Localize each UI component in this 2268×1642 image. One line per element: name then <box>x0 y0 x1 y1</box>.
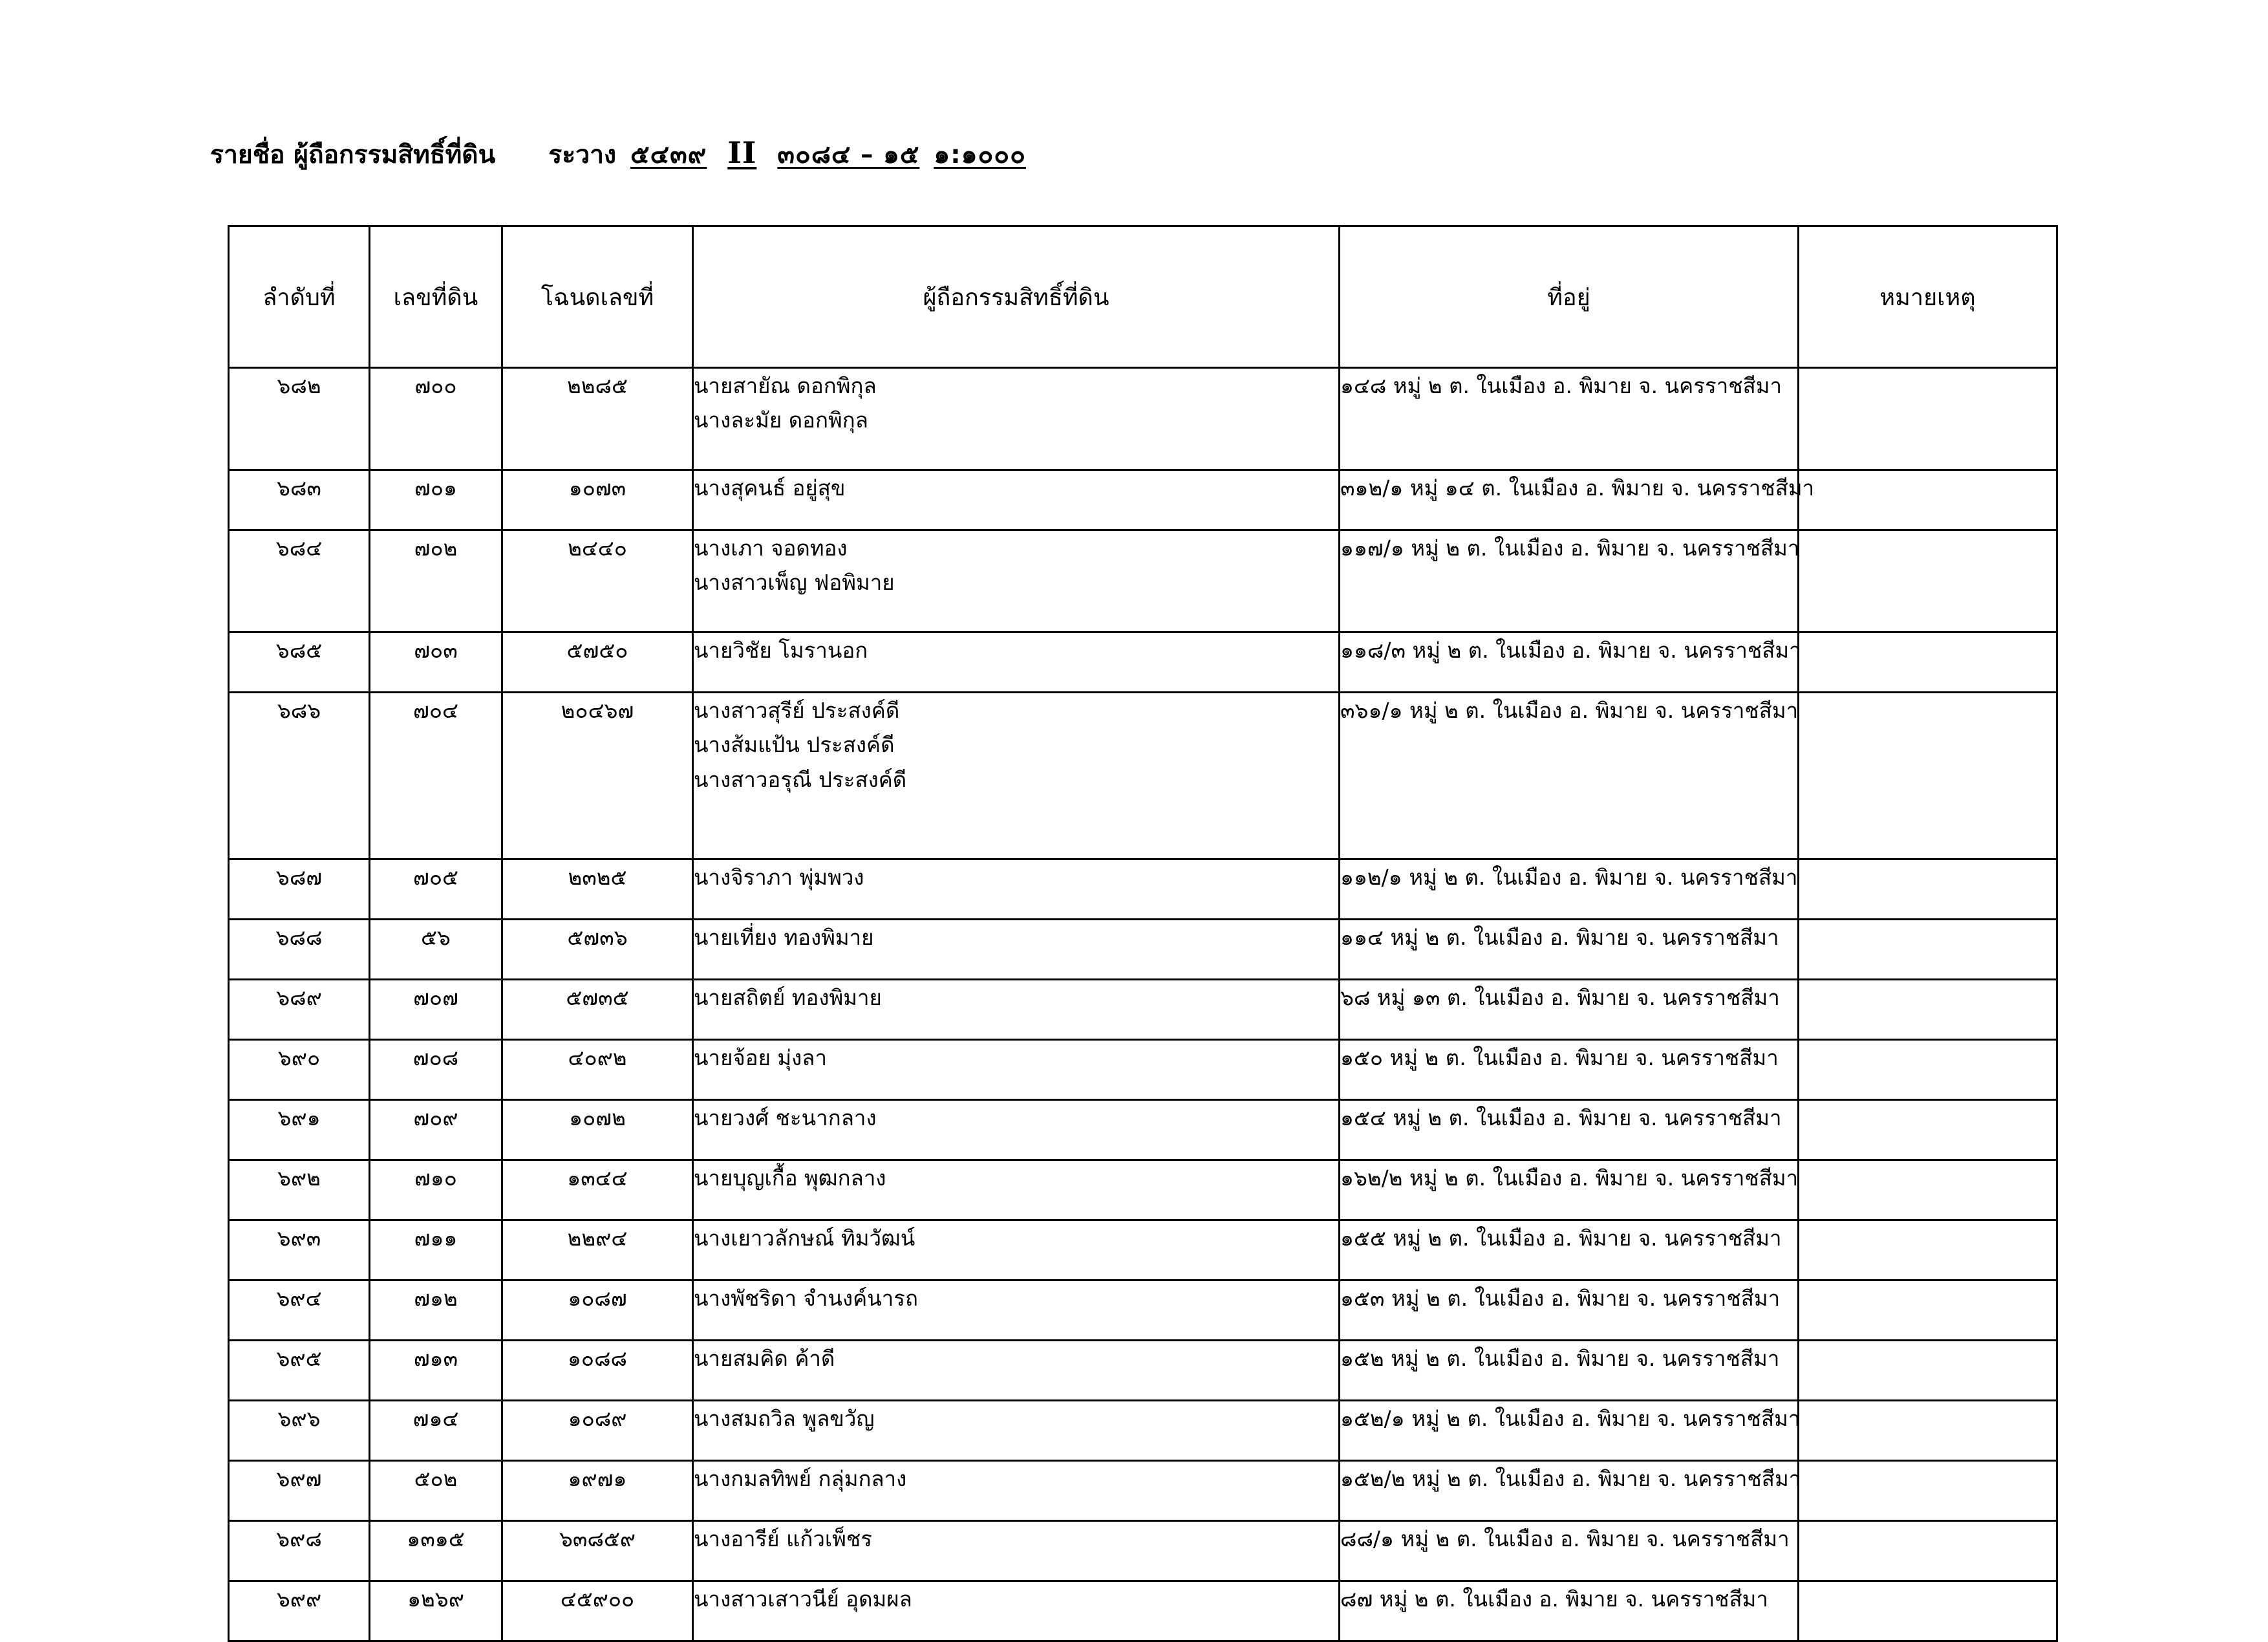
cell-address <box>1340 1461 1799 1521</box>
cell-owner <box>693 1100 1340 1160</box>
cell-deed-number: ๒๔๔๐ <box>502 530 693 632</box>
cell-parcel-number: ๗๐๙ <box>370 1100 502 1160</box>
cell-parcel-number: ๗๑๐ <box>370 1160 502 1220</box>
address-line: ๑๑๘/๓ หมู่ ๒ ต. ในเมือง อ. พิมาย จ. นครราชสีมา <box>1340 638 1801 663</box>
cell-owner <box>693 693 1340 859</box>
cell-owner <box>693 859 1340 920</box>
address-line: ๑๖๒/๒ หมู่ ๒ ต. ในเมือง อ. พิมาย จ. นครราชสีมา <box>1340 1165 1799 1191</box>
cell-note <box>1799 1100 2057 1160</box>
cell-order: ๖๙๑ <box>229 1100 370 1160</box>
cell-owner <box>693 1040 1340 1100</box>
cell-owner <box>693 1341 1340 1401</box>
column-header-owner: ผู้ถือกรรมสิทธิ์ที่ดิน <box>693 226 1340 368</box>
cell-owner <box>693 1220 1340 1280</box>
cell-owner <box>693 1401 1340 1461</box>
cell-address <box>1340 859 1799 920</box>
cell-owner <box>693 470 1340 530</box>
owner-name: นางจิราภา พุ่มพวง <box>694 865 864 890</box>
owner-name: นายสถิตย์ ทองพิมาย <box>694 985 882 1010</box>
cell-owner <box>693 368 1340 470</box>
table-row <box>229 693 2057 859</box>
owner-name: นางสุคนธ์ อยู่สุข <box>694 475 846 501</box>
cell-deed-number: ๕๗๓๖ <box>502 920 693 980</box>
column-header-deed-number: โฉนดเลขที่ <box>502 226 693 368</box>
cell-note <box>1799 859 2057 920</box>
rawang-label: ระวาง <box>548 140 617 169</box>
cell-owner <box>693 1461 1340 1521</box>
owner-name: นายวงศ์ ชะนากลาง <box>694 1105 877 1130</box>
cell-order: ๖๘๔ <box>229 530 370 632</box>
cell-note <box>1799 1280 2057 1341</box>
cell-order: ๖๙๐ <box>229 1040 370 1100</box>
cell-deed-number: ๑๐๘๗ <box>502 1280 693 1341</box>
sheet-roman-numeral: II <box>727 135 757 170</box>
cell-deed-number: ๒๓๒๕ <box>502 859 693 920</box>
cell-address <box>1340 632 1799 693</box>
table-row <box>229 1160 2057 1220</box>
cell-note <box>1799 1040 2057 1100</box>
cell-order: ๖๘๓ <box>229 470 370 530</box>
cell-parcel-number: ๗๑๔ <box>370 1401 502 1461</box>
cell-owner <box>693 1521 1340 1581</box>
owner-name: นางสาวอรุณี ประสงค์ดี <box>694 766 907 792</box>
cell-address <box>1340 1040 1799 1100</box>
cell-note <box>1799 1160 2057 1220</box>
address-line: ๑๕๐ หมู่ ๒ ต. ในเมือง อ. พิมาย จ. นครราชสีมา <box>1340 1045 1779 1070</box>
table-row <box>229 1220 2057 1280</box>
cell-order: ๖๙๙ <box>229 1581 370 1641</box>
owner-name: นางสาวสุรีย์ ประสงค์ดี <box>694 698 900 723</box>
cell-owner <box>693 530 1340 632</box>
cell-deed-number: ๒๐๔๖๗ <box>502 693 693 859</box>
cell-address <box>1340 693 1799 859</box>
cell-deed-number: ๑๐๘๙ <box>502 1401 693 1461</box>
cell-parcel-number: ๕๐๒ <box>370 1461 502 1521</box>
owner-name: นางสมถวิล พูลขวัญ <box>694 1406 875 1431</box>
cell-parcel-number: ๗๐๗ <box>370 980 502 1040</box>
cell-address <box>1340 980 1799 1040</box>
cell-parcel-number: ๗๐๓ <box>370 632 502 693</box>
column-header-order: ลำดับที่ <box>229 226 370 368</box>
address-line: ๘๘/๑ หมู่ ๒ ต. ในเมือง อ. พิมาย จ. นครราชสีมา <box>1340 1526 1790 1551</box>
table-row <box>229 1521 2057 1581</box>
address-line: ๑๕๔ หมู่ ๒ ต. ในเมือง อ. พิมาย จ. นครราชสีมา <box>1340 1105 1782 1130</box>
address-line: ๑๑๗/๑ หมู่ ๒ ต. ในเมือง อ. พิมาย จ. นครราชสีมา <box>1340 535 1800 561</box>
sheet-part: ๓๐๘๔ – ๑๕ <box>777 140 920 169</box>
document-header <box>210 135 1040 175</box>
cell-parcel-number: ๑๓๑๕ <box>370 1521 502 1581</box>
owner-name: นางละมัย ดอกพิกุล <box>694 407 868 433</box>
cell-note <box>1799 632 2057 693</box>
table-row <box>229 1100 2057 1160</box>
address-line: ๑๕๒ หมู่ ๒ ต. ในเมือง อ. พิมาย จ. นครราชสีมา <box>1340 1346 1780 1371</box>
cell-address <box>1340 1521 1799 1581</box>
cell-order: ๖๙๘ <box>229 1521 370 1581</box>
table-row <box>229 1040 2057 1100</box>
cell-address <box>1340 1581 1799 1641</box>
land-owners-table <box>228 225 2058 1642</box>
address-line: ๑๕๓ หมู่ ๒ ต. ในเมือง อ. พิมาย จ. นครราชสีมา <box>1340 1286 1781 1311</box>
owner-name: นางสาวเพ็ญ ฟอพิมาย <box>694 570 895 596</box>
cell-deed-number: ๕๗๕๐ <box>502 632 693 693</box>
table-row <box>229 1581 2057 1641</box>
owner-name: นายบุญเกื้อ พุฒกลาง <box>694 1165 886 1191</box>
table-row <box>229 470 2057 530</box>
cell-note <box>1799 1401 2057 1461</box>
cell-owner <box>693 920 1340 980</box>
address-line: ๘๗ หมู่ ๒ ต. ในเมือง อ. พิมาย จ. นครราชสีมา <box>1340 1586 1768 1612</box>
cell-address <box>1340 1160 1799 1220</box>
cell-note <box>1799 530 2057 632</box>
cell-order: ๖๘๘ <box>229 920 370 980</box>
cell-deed-number: ๑๐๗๒ <box>502 1100 693 1160</box>
cell-order: ๖๙๒ <box>229 1160 370 1220</box>
cell-note <box>1799 470 2057 530</box>
cell-address <box>1340 1341 1799 1401</box>
cell-parcel-number: ๗๑๓ <box>370 1341 502 1401</box>
cell-order: ๖๘๖ <box>229 693 370 859</box>
cell-order: ๖๙๗ <box>229 1461 370 1521</box>
address-line: ๑๕๒/๒ หมู่ ๒ ต. ในเมือง อ. พิมาย จ. นครราชสีมา <box>1340 1466 1801 1491</box>
cell-note <box>1799 368 2057 470</box>
address-line: ๓๖๑/๑ หมู่ ๒ ต. ในเมือง อ. พิมาย จ. นครราชสีมา <box>1340 698 1799 723</box>
cell-order: ๖๘๗ <box>229 859 370 920</box>
cell-deed-number: ๔๐๙๒ <box>502 1040 693 1100</box>
cell-parcel-number: ๗๐๑ <box>370 470 502 530</box>
table-row <box>229 1401 2057 1461</box>
owner-name: นางเภา จอดทอง <box>694 535 848 561</box>
cell-owner <box>693 980 1340 1040</box>
cell-order: ๖๙๓ <box>229 1220 370 1280</box>
cell-deed-number: ๑๐๘๘ <box>502 1341 693 1401</box>
cell-note <box>1799 1521 2057 1581</box>
address-line: ๑๑๒/๑ หมู่ ๒ ต. ในเมือง อ. พิมาย จ. นครราชสีมา <box>1340 865 1798 890</box>
cell-deed-number: ๑๙๗๑ <box>502 1461 693 1521</box>
column-header-address: ที่อยู่ <box>1340 226 1799 368</box>
cell-note <box>1799 1581 2057 1641</box>
owner-name: นางกมลทิพย์ กลุ่มกลาง <box>694 1466 907 1491</box>
table-row <box>229 1341 2057 1401</box>
owner-name: นางพัชริดา จำนงค์นารถ <box>694 1286 918 1311</box>
map-scale: ๑:๑๐๐๐ <box>934 140 1026 169</box>
cell-note <box>1799 1461 2057 1521</box>
cell-parcel-number: ๗๑๒ <box>370 1280 502 1341</box>
owner-name: นางอารีย์ แก้วเพ็ชร <box>694 1526 873 1551</box>
table-row <box>229 368 2057 470</box>
table-row <box>229 920 2057 980</box>
cell-owner <box>693 1581 1340 1641</box>
cell-address <box>1340 1401 1799 1461</box>
cell-order: ๖๘๒ <box>229 368 370 470</box>
cell-owner <box>693 632 1340 693</box>
address-line: ๖๘ หมู่ ๑๓ ต. ในเมือง อ. พิมาย จ. นครราชสีมา <box>1340 985 1780 1010</box>
cell-deed-number: ๖๓๘๕๙ <box>502 1521 693 1581</box>
owner-name: นายจ้อย มุ่งลา <box>694 1045 828 1070</box>
sheet-number: ๕๔๓๙ <box>630 140 707 169</box>
cell-address <box>1340 920 1799 980</box>
cell-order: ๖๘๙ <box>229 980 370 1040</box>
cell-note <box>1799 1341 2057 1401</box>
cell-parcel-number: ๗๐๒ <box>370 530 502 632</box>
cell-order: ๖๘๕ <box>229 632 370 693</box>
address-line: ๑๑๔ หมู่ ๒ ต. ในเมือง อ. พิมาย จ. นครราชสีมา <box>1340 925 1779 950</box>
owner-name: นายสมคิด ค้าดี <box>694 1346 835 1371</box>
owner-name: นางเยาวลักษณ์ ทิมวัฒน์ <box>694 1226 915 1251</box>
cell-deed-number: ๑๐๗๓ <box>502 470 693 530</box>
cell-owner <box>693 1280 1340 1341</box>
cell-deed-number: ๔๕๙๐๐ <box>502 1581 693 1641</box>
cell-deed-number: ๕๗๓๕ <box>502 980 693 1040</box>
column-header-parcel-number: เลขที่ดิน <box>370 226 502 368</box>
table-row <box>229 859 2057 920</box>
cell-order: ๖๙๔ <box>229 1280 370 1341</box>
cell-note <box>1799 980 2057 1040</box>
cell-note <box>1799 1220 2057 1280</box>
owner-name: นายวิชัย โมรานอก <box>694 638 868 663</box>
cell-parcel-number: ๗๑๑ <box>370 1220 502 1280</box>
owner-name: นางสาวเสาวนีย์ อุดมผล <box>694 1586 912 1612</box>
owner-name: นางส้มแป้น ประสงค์ดี <box>694 732 895 758</box>
cell-parcel-number: ๗๐๘ <box>370 1040 502 1100</box>
cell-note <box>1799 920 2057 980</box>
cell-order: ๖๙๕ <box>229 1341 370 1401</box>
cell-deed-number: ๒๒๙๔ <box>502 1220 693 1280</box>
cell-parcel-number: ๗๐๔ <box>370 693 502 859</box>
column-header-note: หมายเหตุ <box>1799 226 2057 368</box>
address-line: ๑๕๒/๑ หมู่ ๒ ต. ในเมือง อ. พิมาย จ. นครราชสีมา <box>1340 1406 1801 1431</box>
cell-address <box>1340 1220 1799 1280</box>
owner-name: นายสายัณ ดอกพิกุล <box>694 373 877 398</box>
address-line: ๓๑๒/๑ หมู่ ๑๔ ต. ในเมือง อ. พิมาย จ. นครราชสีมา <box>1340 475 1815 501</box>
address-line: ๑๔๘ หมู่ ๒ ต. ในเมือง อ. พิมาย จ. นครราชสีมา <box>1340 373 1782 398</box>
cell-address <box>1340 368 1799 470</box>
page-title: รายชื่อ ผู้ถือกรรมสิทธิ์ที่ดิน <box>210 140 496 169</box>
cell-address <box>1340 1100 1799 1160</box>
cell-deed-number: ๒๒๘๕ <box>502 368 693 470</box>
cell-parcel-number: ๑๒๖๙ <box>370 1581 502 1641</box>
table-body <box>229 368 2057 1641</box>
address-line: ๑๕๕ หมู่ ๒ ต. ในเมือง อ. พิมาย จ. นครราชสีมา <box>1340 1226 1782 1251</box>
cell-parcel-number: ๗๐๐ <box>370 368 502 470</box>
table-row <box>229 632 2057 693</box>
cell-address <box>1340 470 1815 530</box>
table-row <box>229 1280 2057 1341</box>
cell-address <box>1340 530 1799 632</box>
cell-address <box>1340 1280 1799 1341</box>
table-row <box>229 530 2057 632</box>
cell-parcel-number: ๗๐๕ <box>370 859 502 920</box>
cell-note <box>1799 693 2057 859</box>
table-row <box>229 1461 2057 1521</box>
table-row <box>229 980 2057 1040</box>
owner-name: นายเที่ยง ทองพิมาย <box>694 925 874 950</box>
cell-owner <box>693 1160 1340 1220</box>
cell-parcel-number: ๕๖ <box>370 920 502 980</box>
cell-order: ๖๙๖ <box>229 1401 370 1461</box>
cell-deed-number: ๑๓๔๔ <box>502 1160 693 1220</box>
table-header-row <box>229 226 2057 368</box>
